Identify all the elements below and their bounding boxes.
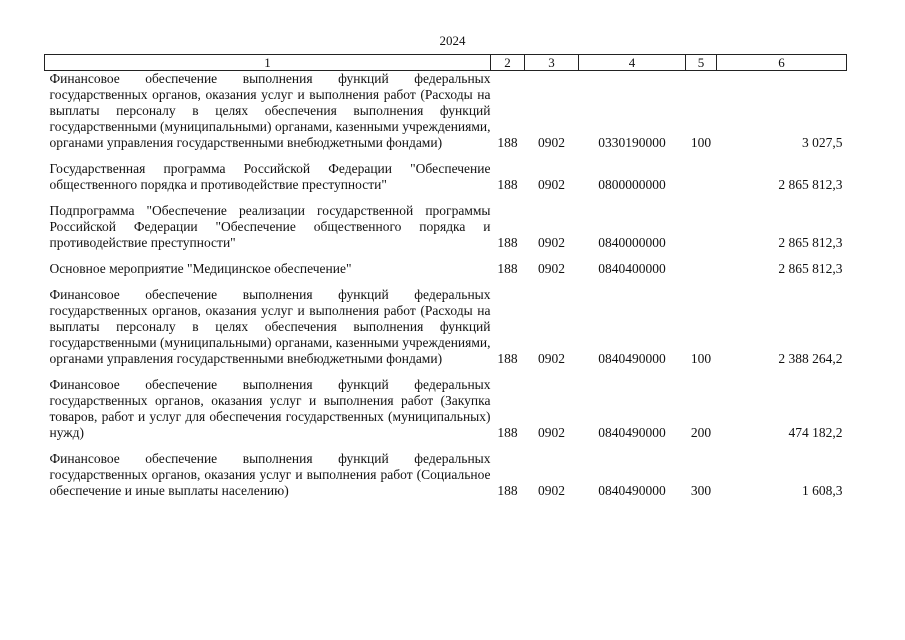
- row-description: Финансовое обеспечение выполнения функций федеральных государственных органов, оказания услуг и выполнения работ (Закупка товаров, работ и услуг для обеспечения государственных (муниципальных) нужд): [49, 377, 491, 440]
- row-expense-type: 100: [690, 351, 712, 366]
- row-amount: 3 027,5: [802, 135, 843, 150]
- row-description: Подпрограмма "Обеспечение реализации государственной программы Российской Федерации "Обеспечение общественного порядка и противодействие преступности": [49, 203, 491, 250]
- row-amount: 2 865 812,3: [778, 261, 843, 276]
- row-amount: 474 182,2: [788, 425, 843, 440]
- header-col-6: 6: [717, 55, 847, 71]
- row-ministry-code: 188: [497, 425, 518, 440]
- table-row: [45, 278, 847, 368]
- row-ministry-code: 188: [497, 135, 518, 150]
- header-col-5: 5: [686, 55, 717, 71]
- row-expense-type: 300: [690, 483, 712, 498]
- row-section-code: 0902: [538, 483, 565, 498]
- row-amount: 2 865 812,3: [778, 177, 843, 192]
- row-ministry-code: 188: [497, 483, 518, 498]
- table-row: [45, 252, 847, 278]
- header-col-2: 2: [491, 55, 525, 71]
- table-row: [45, 152, 847, 194]
- row-target-code: 0840490000: [598, 425, 666, 440]
- row-target-code: 0840490000: [598, 351, 666, 366]
- row-ministry-code: 188: [497, 261, 518, 276]
- header-col-3: 3: [525, 55, 579, 71]
- row-section-code: 0902: [538, 235, 565, 250]
- row-target-code: 0840000000: [598, 235, 666, 250]
- row-section-code: 0902: [538, 425, 565, 440]
- row-expense-type: 100: [690, 135, 712, 150]
- budget-table: [44, 54, 847, 500]
- table-row: [45, 442, 847, 500]
- row-section-code: 0902: [538, 135, 565, 150]
- row-description: Государственная программа Российской Федерации "Обеспечение общественного порядка и противодействие преступности": [49, 161, 491, 192]
- row-expense-type: [686, 252, 717, 278]
- table-row: [45, 71, 847, 153]
- row-description: Основное мероприятие "Медицинское обеспечение": [49, 261, 352, 276]
- row-expense-type: [686, 194, 717, 252]
- row-expense-type: [686, 152, 717, 194]
- row-target-code: 0330190000: [598, 135, 666, 150]
- row-ministry-code: 188: [497, 351, 518, 366]
- row-section-code: 0902: [538, 261, 565, 276]
- header-col-4: 4: [579, 55, 686, 71]
- table-row: [45, 368, 847, 442]
- row-ministry-code: 188: [497, 235, 518, 250]
- row-description: Финансовое обеспечение выполнения функций федеральных государственных органов, оказания услуг и выполнения работ (Социальное обеспечение и иные выплаты населению): [49, 451, 491, 498]
- header-col-1: 1: [45, 55, 491, 71]
- row-amount: 2 865 812,3: [778, 235, 843, 250]
- table-row: [45, 194, 847, 252]
- column-number-header: [45, 55, 847, 71]
- row-target-code: 0840400000: [598, 261, 666, 276]
- row-target-code: 0840490000: [598, 483, 666, 498]
- page-number: 2024: [439, 33, 466, 48]
- row-ministry-code: 188: [497, 177, 518, 192]
- row-section-code: 0902: [538, 177, 565, 192]
- row-amount: 1 608,3: [802, 483, 843, 498]
- row-target-code: 0800000000: [598, 177, 666, 192]
- row-description: Финансовое обеспечение выполнения функций федеральных государственных органов, оказания услуг и выполнения работ (Расходы на выплаты персоналу в целях обеспечения выполнения функций государственными (муниципальными) органами, казенными учреждениями, органами управления государственными внебюджетными фондами): [49, 71, 491, 150]
- row-expense-type: 200: [690, 425, 712, 440]
- row-amount: 2 388 264,2: [778, 351, 843, 366]
- row-description: Финансовое обеспечение выполнения функций федеральных государственных органов, оказания услуг и выполнения работ (Расходы на выплаты персоналу в целях обеспечения выполнения функций государственными (муниципальными) органами, казенными учреждениями, органами управления государственными внебюджетными фондами): [49, 287, 491, 366]
- row-section-code: 0902: [538, 351, 565, 366]
